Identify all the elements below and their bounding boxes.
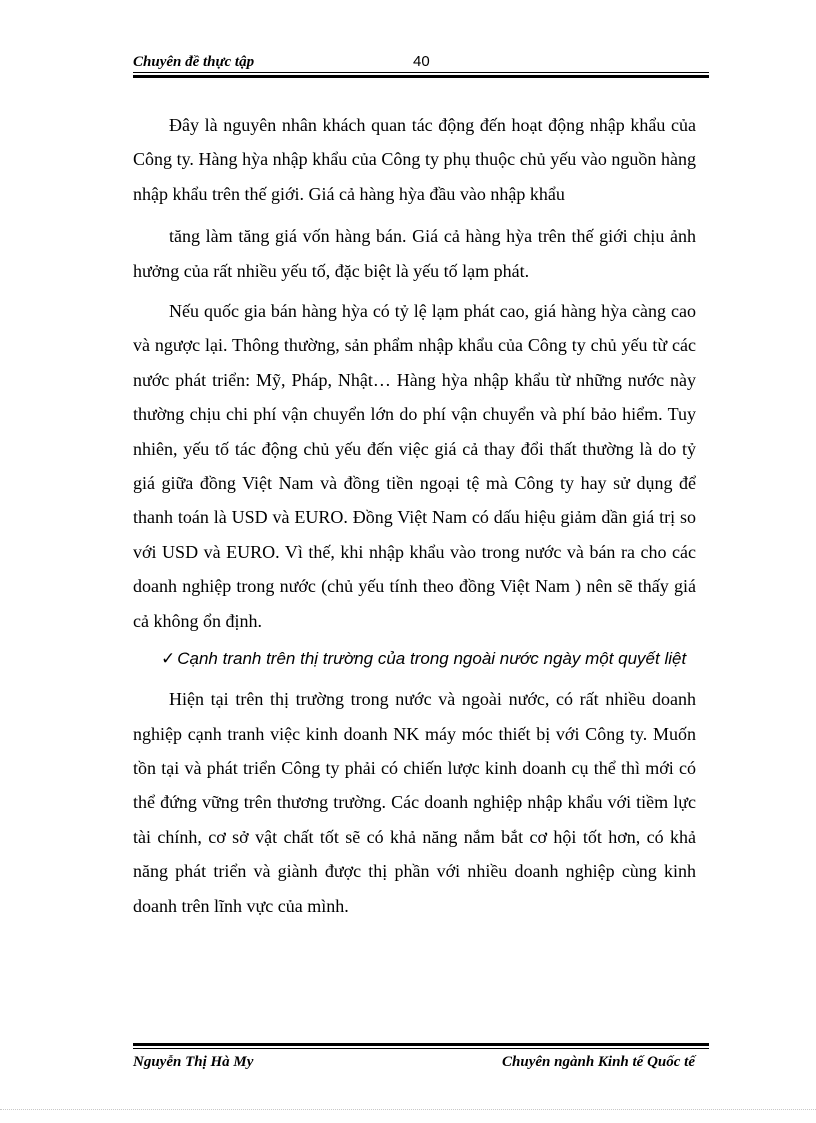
footer-rule-thick: [133, 1043, 709, 1046]
page-number: 40: [413, 53, 430, 70]
footer-rule-thin: [133, 1048, 709, 1049]
body-text: [133, 108, 696, 923]
header-rule-thick: [133, 75, 709, 78]
paragraph-2: tăng làm tăng giá vốn hàng bán. Giá cả hàng hỳa trên thế giới chịu ảnh hưởng của rất nhiều yếu tố, đặc biệt là yếu tố lạm phát.: [133, 226, 696, 281]
page-edge-divider: [0, 1109, 816, 1110]
checkmark-icon: ✓: [161, 649, 176, 669]
footer-major: Chuyên ngành Kinh tế Quốc tế: [502, 1054, 695, 1070]
header-title: Chuyên đề thực tập: [133, 54, 255, 70]
paragraph-1: Đây là nguyên nhân khách quan tác động đến hoạt động nhập khẩu của Công ty. Hàng hỳa nhập khẩu của Công ty phụ thuộc chủ yếu vào nguồn hàng nhập khẩu trên thế giới. Giá cả hàng hỳa đầu vào nhập khẩu: [133, 115, 696, 204]
paragraph-3: Nếu quốc gia bán hàng hỳa có tỷ lệ lạm phát cao, giá hàng hỳa càng cao và ngược lại. Thông thường, sản phẩm nhập khẩu của Công ty chủ yếu từ các nước phát triển: Mỹ, Pháp, Nhật… Hàng hỳa nhập khẩu từ những nước này thường chịu chi phí vận chuyển lớn do phí vận chuyển và phí bảo hiểm. Tuy nhiên, yếu tố tác động chủ yếu đến việc giá cả thay đổi thất thường là do tỷ giá giữa đồng Việt Nam và đồng tiền ngoại tệ mà Công ty hay sử dụng để thanh toán là USD và EURO. Đồng Việt Nam có dấu hiệu giảm dần giá trị so với USD và EURO. Vì thế, khi nhập khẩu vào trong nước và bán ra cho các doanh nghiệp trong nước (chủ yếu tính theo đồng Việt Nam ) nên sẽ thấy giá cả không ổn định.: [133, 301, 696, 631]
header-rule-thin: [133, 72, 709, 73]
footer-author: Nguyễn Thị Hà My: [133, 1054, 254, 1070]
page-footer: [133, 1043, 709, 1083]
section-heading-text: Cạnh tranh trên thị trường của trong ngoài nước ngày một quyết liệt: [177, 649, 687, 669]
page-header: [133, 50, 709, 80]
section-heading: [133, 642, 696, 676]
paragraph-4: Hiện tại trên thị trường trong nước và ngoài nước, có rất nhiều doanh nghiệp cạnh tranh việc kinh doanh NK máy móc thiết bị với Công ty. Muốn tồn tại và phát triển Công ty phải có chiến lược kinh doanh cụ thể thì mới có thể đứng vững trên thương trường. Các doanh nghiệp nhập khẩu với tiềm lực tài chính, cơ sở vật chất tốt sẽ có khả năng nắm bắt cơ hội tốt hơn, có khả năng phát triển và giành được thị phần với nhiều doanh nghiệp cùng kinh doanh trên lĩnh vực của mình.: [133, 689, 696, 916]
